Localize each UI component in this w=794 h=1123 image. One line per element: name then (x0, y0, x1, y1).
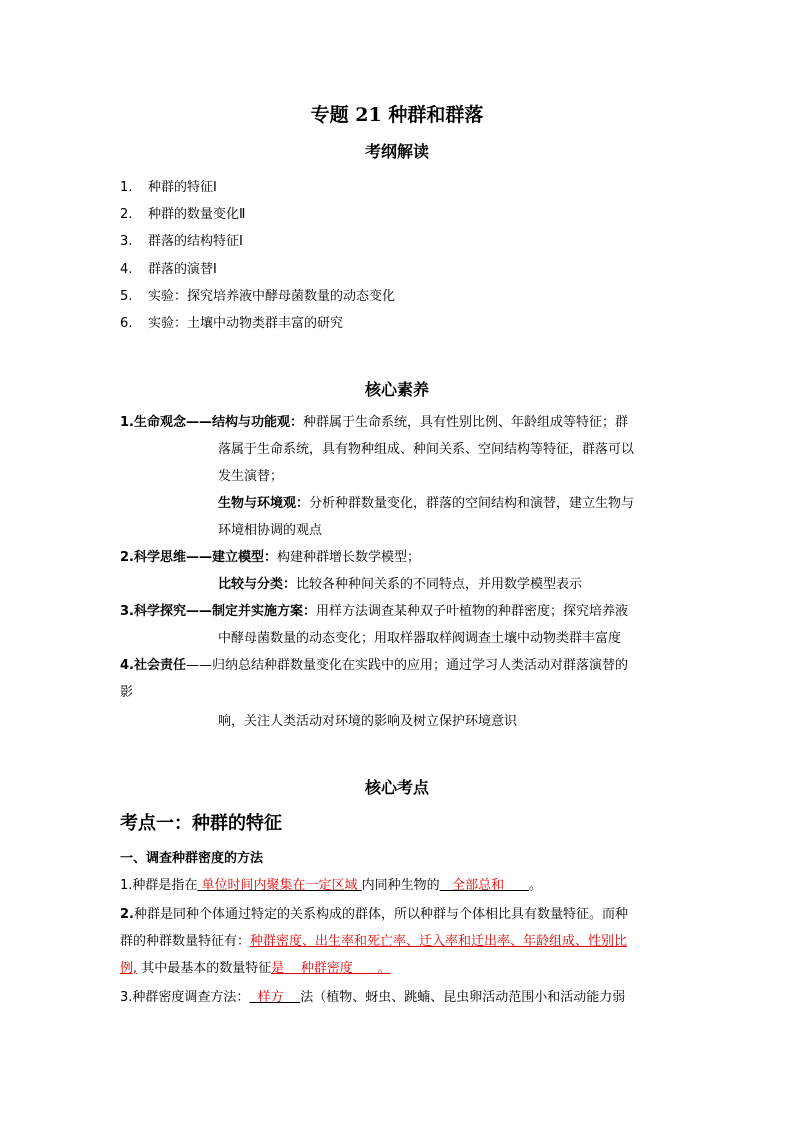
answer-blank: 是 种群密度 。 (271, 961, 391, 976)
outline-item-text: 种群的特征Ⅰ (148, 180, 217, 195)
literacy-heading: 核心素养 (364, 380, 429, 399)
answer-blank: 种群密度、出生率和死亡率、迁入率和迁出率、年龄组成、性别比 (250, 934, 628, 949)
answer-blank: 单位时间内聚集在一定区域 (197, 878, 362, 893)
question-number: 2. (120, 907, 134, 922)
literacy-label: 1.生命观念——结构与功能观： (120, 415, 303, 430)
document-title: 专题 21 种群和群落 (310, 104, 484, 126)
literacy-text: ——归纳总结种群数量变化在实践中的应用；通过学习人类活动对群落演替的 (185, 658, 628, 673)
outline-item-number: 2. (120, 207, 133, 222)
outline-item (120, 285, 395, 304)
literacy-line (120, 411, 628, 430)
question-text: 。 (528, 878, 542, 893)
literacy-line: 落属于生命系统，具有物种组成、种间关系、空间结构等特征，群落可以 (218, 442, 635, 457)
outline-item-number: 1. (120, 180, 133, 195)
outline-item-number: 6. (120, 316, 133, 331)
question-text: 3.种群密度调查方法： (120, 990, 250, 1005)
question-text: 内同种生物的 (361, 878, 440, 893)
outline-item (120, 258, 217, 277)
literacy-text: 比较各种种间关系的不同特点，并用数学模型表示 (296, 577, 583, 592)
question-text: 种群是同种个体通过特定的关系构成的群体，所以种群与个体相比具有数量特征。而种 (133, 907, 628, 922)
literacy-label: 生物与环境观： (218, 496, 310, 511)
question-line (120, 874, 542, 893)
outline-item-text: 种群的数量变化Ⅱ (148, 207, 246, 222)
literacy-text: 种群属于生命系统，具有性别比例、年龄组成等特征；群 (302, 415, 628, 430)
question-line (120, 903, 628, 922)
literacy-text: 构建种群增长数学模型； (276, 550, 420, 565)
literacy-line: 中酵母菌数量的动态变化；用取样器取样阀调查土壤中动物类群丰富度 (218, 631, 622, 646)
literacy-label: 3.科学探究——制定并实施方案： (120, 604, 316, 619)
outline-item-number: 4. (120, 262, 133, 277)
outline-item (120, 312, 343, 331)
outline-item (120, 230, 243, 249)
literacy-text: 用样方法调查某种双子叶植物的种群密度；探究培养液 (315, 604, 628, 619)
question-text: 1.种群是指在 (120, 878, 198, 893)
literacy-label: 比较与分类： (218, 577, 297, 592)
subsection-title: 一、调查种群密度的方法 (120, 851, 264, 866)
point-title: 考点一：种群的特征 (120, 813, 282, 834)
literacy-line: 响，关注人类活动对环境的影响及树立保护环境意识 (218, 714, 518, 729)
outline-item-text: 群落的结构特征Ⅰ (148, 234, 243, 249)
question-text: 法（植物、蚜虫、跳蝻、昆虫卵活动范围小和活动能力弱 (300, 990, 626, 1005)
literacy-line (120, 600, 628, 619)
points-heading: 核心考点 (364, 778, 429, 797)
outline-item (120, 176, 217, 195)
question-line (120, 957, 391, 976)
literacy-label: 4.社会责任 (120, 658, 186, 673)
question-line (120, 930, 627, 949)
question-line (120, 986, 625, 1005)
literacy-line (120, 654, 628, 673)
literacy-line (218, 573, 582, 592)
answer-blank: 样方 (249, 990, 301, 1005)
outline-item-text: 实验：土壤中动物类群丰富的研究 (148, 316, 344, 331)
literacy-text: 分析种群数量变化，群落的空间结构和演替，建立生物与 (309, 496, 635, 511)
literacy-line (120, 546, 420, 565)
outline-item-text: 实验：探究培养液中酵母菌数量的动态变化 (148, 289, 396, 304)
question-text: 群的种群数量特征有： (120, 934, 251, 949)
outline-item-number: 5. (120, 289, 133, 304)
outline-heading: 考纲解读 (364, 142, 429, 161)
literacy-label: 2.科学思维——建立模型： (120, 550, 277, 565)
answer-blank: 例, (120, 961, 138, 976)
literacy-line (218, 492, 634, 511)
literacy-line: 影 (120, 685, 134, 700)
outline-item (120, 203, 245, 222)
answer-blank: 全部总和 (439, 878, 529, 893)
outline-item-text: 群落的演替Ⅰ (148, 262, 217, 277)
outline-item-number: 3. (120, 234, 133, 249)
question-text: 其中最基本的数量特征 (137, 961, 272, 976)
literacy-line: 发生演替； (218, 469, 284, 484)
literacy-line: 环境相协调的观点 (218, 523, 323, 538)
